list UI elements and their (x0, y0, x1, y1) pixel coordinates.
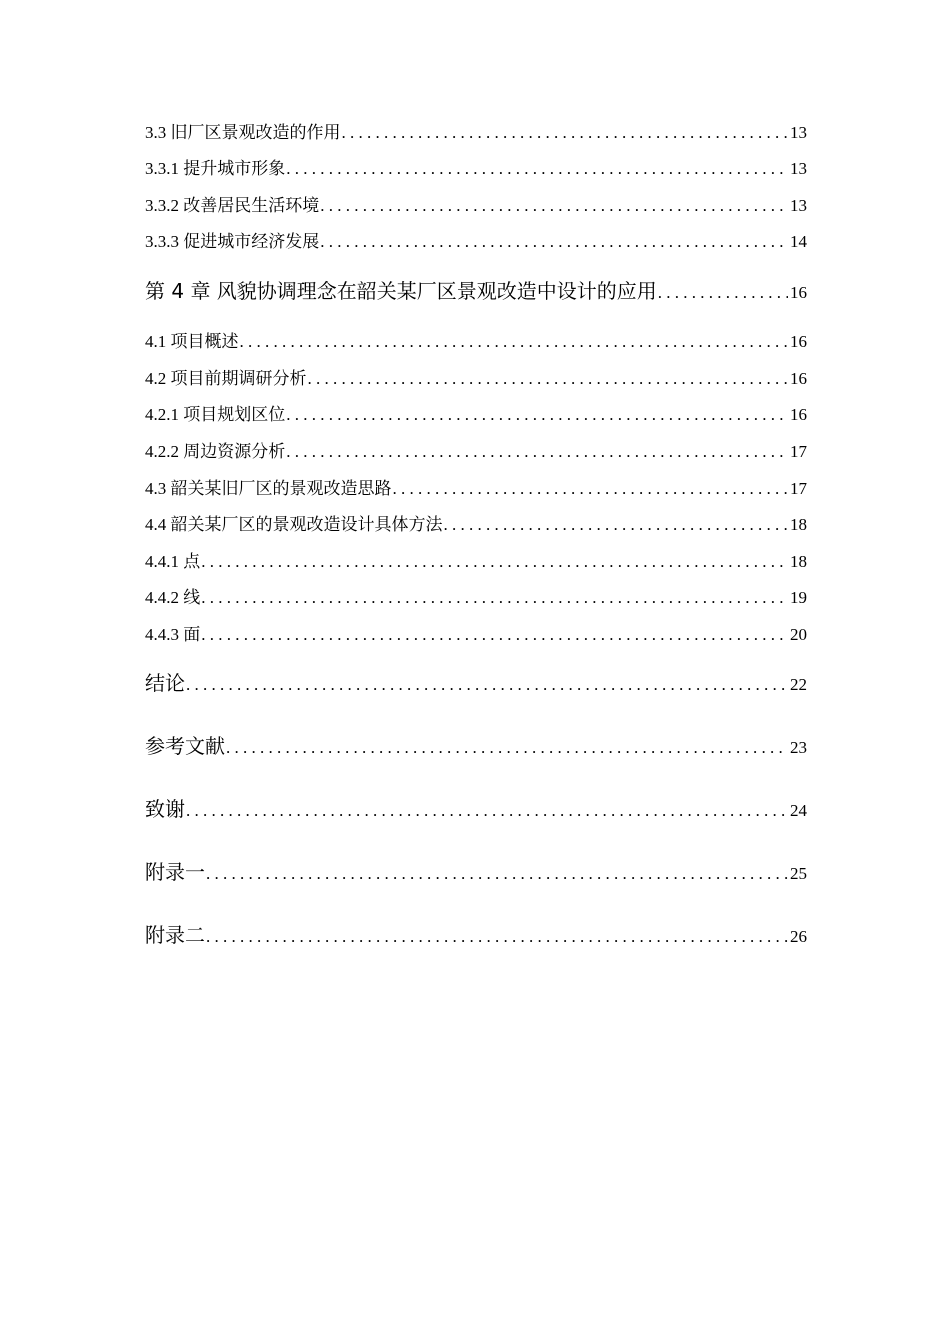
toc-entry-title: 4.1 项目概述 (145, 332, 239, 351)
toc-entry-page: 25 (790, 864, 807, 883)
toc-entry-title: 4.3 韶关某旧厂区的景观改造思路 (145, 479, 392, 498)
toc-entry-4-1[interactable] (145, 327, 807, 352)
toc-entry-page: 14 (790, 232, 807, 251)
toc-leader-dots (286, 442, 788, 462)
toc-leader-dots (286, 159, 788, 179)
toc-entry-title: 结论 (145, 671, 185, 695)
toc-entry-page: 22 (790, 675, 807, 694)
toc-entry-title: 参考文献 (145, 734, 225, 758)
toc-entry-title: 3.3 旧厂区景观改造的作用 (145, 123, 341, 142)
toc-entry-page: 23 (790, 738, 807, 757)
toc-entry-page: 16 (790, 283, 807, 302)
toc-entry-title: 4.4 韶关某厂区的景观改造设计具体方法 (145, 515, 443, 534)
toc-entry-3-3-2[interactable] (145, 191, 807, 216)
toc-entry-4-4[interactable] (145, 510, 807, 535)
toc-entry-chapter-4[interactable] (145, 275, 807, 304)
toc-entry-title: 3.3.3 促进城市经济发展 (145, 232, 320, 251)
toc-entry-4-4-3[interactable] (145, 620, 807, 645)
toc-entry-title: 4.4.3 面 (145, 625, 201, 644)
toc-leader-dots (342, 123, 789, 143)
toc-entry-4-3[interactable] (145, 474, 807, 499)
toc-leader-dots (186, 675, 788, 695)
toc-entry-page: 24 (790, 801, 807, 820)
toc-leader-dots (206, 927, 788, 947)
toc-entry-title: 附录一 (145, 860, 205, 884)
toc-entry-appendix-2[interactable] (145, 919, 807, 948)
toc-entry-4-4-2[interactable] (145, 583, 807, 608)
toc-entry-page: 13 (790, 159, 807, 178)
toc-entry-title: 第 4 章 风貌协调理念在韶关某厂区景观改造中设计的应用 (145, 279, 657, 303)
toc-entry-page: 16 (790, 332, 807, 351)
toc-entry-page: 17 (790, 442, 807, 461)
toc-entry-page: 16 (790, 369, 807, 388)
toc-leader-dots (658, 283, 788, 303)
toc-leader-dots (240, 332, 789, 352)
toc-leader-dots (320, 232, 788, 252)
toc-leader-dots (201, 552, 788, 572)
toc-entry-title: 致谢 (145, 797, 185, 821)
toc-leader-dots (444, 515, 789, 535)
toc-entry-4-2-2[interactable] (145, 437, 807, 462)
toc-entry-3-3-3[interactable] (145, 227, 807, 252)
toc-entry-title: 4.2.1 项目规划区位 (145, 405, 286, 424)
toc-leader-dots (206, 864, 788, 884)
toc-entry-page: 16 (790, 405, 807, 424)
toc-leader-dots (320, 196, 788, 216)
toc-entry-4-2-1[interactable] (145, 400, 807, 425)
toc-entry-4-4-1[interactable] (145, 547, 807, 572)
toc-leader-dots (201, 588, 788, 608)
toc-leader-dots (393, 479, 789, 499)
toc-entry-page: 13 (790, 196, 807, 215)
toc-entry-3-3-1[interactable] (145, 154, 807, 179)
toc-entry-page: 17 (790, 479, 807, 498)
toc-entry-title: 4.4.1 点 (145, 552, 201, 571)
toc-entry-title: 3.3.1 提升城市形象 (145, 159, 286, 178)
toc-entry-acknowledgements[interactable] (145, 793, 807, 822)
toc-entry-page: 18 (790, 552, 807, 571)
toc-entry-conclusion[interactable] (145, 667, 807, 696)
toc-entry-title: 3.3.2 改善居民生活环境 (145, 196, 320, 215)
toc-leader-dots (201, 625, 788, 645)
toc-entry-references[interactable] (145, 730, 807, 759)
toc-leader-dots (226, 738, 788, 758)
toc-entry-title: 4.4.2 线 (145, 588, 201, 607)
toc-entry-4-2[interactable] (145, 364, 807, 389)
toc-entry-page: 18 (790, 515, 807, 534)
toc-entry-title: 4.2 项目前期调研分析 (145, 369, 307, 388)
toc-entry-3-3[interactable] (145, 118, 807, 143)
toc-entry-page: 20 (790, 625, 807, 644)
toc-entry-page: 26 (790, 927, 807, 946)
toc-entry-title: 4.2.2 周边资源分析 (145, 442, 286, 461)
toc-entry-page: 19 (790, 588, 807, 607)
toc-leader-dots (186, 801, 788, 821)
toc-leader-dots (308, 369, 789, 389)
toc-entry-page: 13 (790, 123, 807, 142)
toc-leader-dots (286, 405, 788, 425)
toc-entry-appendix-1[interactable] (145, 856, 807, 885)
toc-entry-title: 附录二 (145, 923, 205, 947)
